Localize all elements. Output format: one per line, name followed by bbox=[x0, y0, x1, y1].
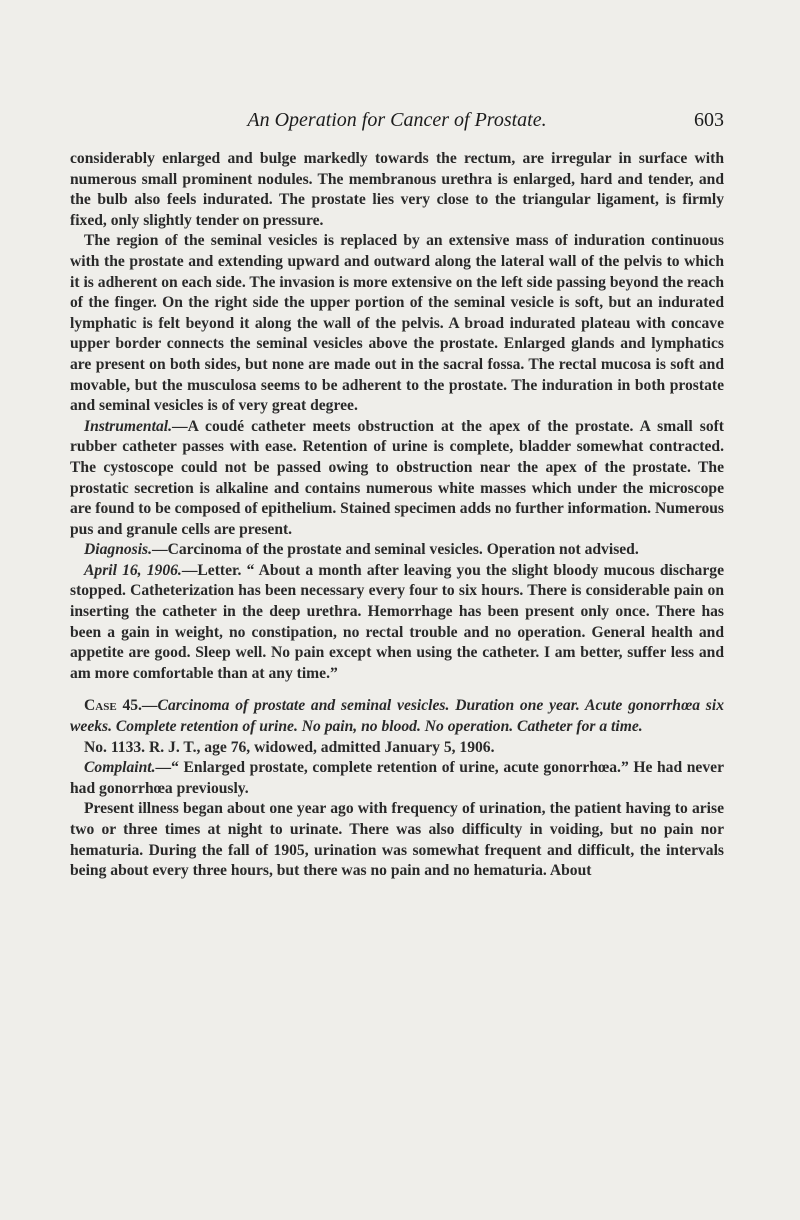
paragraph-text: considerably enlarged and bulge markedly towards the rectum, are irregular in surface with numerous small prominent nodules. The membranous urethra is enlarged, hard and tender, and the bulb also feels indurated. The prostate lies very close to the triangular ligament, is firmly fixed, only slightly tender on pressure. bbox=[70, 150, 724, 229]
paragraph-exam-continuation bbox=[70, 149, 724, 231]
body-text bbox=[70, 149, 724, 882]
paragraph-text: No. 1133. R. J. T., age 76, widowed, admitted January 5, 1906. bbox=[84, 738, 495, 756]
running-title: An Operation for Cancer of Prostate. bbox=[247, 109, 547, 131]
paragraph-text: The region of the seminal vesicles is replaced by an extensive mass of induration continuous with the prostate and extending upward and outward along the lateral wall of the pelvis to which it is adherent on each side. The invasion is more extensive on the left side passing beyond the reach of the finger. On the right side the upper portion of the seminal vesicle is soft, but an indurated lymphatic is felt beyond it along the wall of the pelvis. A broad indurated plateau with concave upper border connects the seminal vesicles above the prostate. Enlarged glands and lymphatics are present on both sides, but none are made out in the sacral fossa. The rectal mucosa is soft and movable, but the musculosa seems to be adherent to the prostate. The induration in both prostate and seminal vesicles is of very great degree. bbox=[70, 232, 724, 415]
case-label: Case 45. bbox=[84, 697, 142, 715]
case-heading bbox=[70, 696, 724, 737]
paragraph-label: Complaint. bbox=[84, 759, 156, 777]
paragraph-present-illness bbox=[70, 799, 724, 881]
paragraph-label: April 16, 1906. bbox=[84, 561, 182, 579]
paragraph-label: Instrumental. bbox=[84, 417, 172, 435]
paragraph-text: —“ Enlarged prostate, complete retention of urine, acute gonorrhœa.” He had never had gonorrhœa previously. bbox=[70, 759, 724, 797]
paragraph-letter bbox=[70, 561, 724, 685]
paragraph-instrumental bbox=[70, 417, 724, 541]
paragraph-diagnosis bbox=[70, 540, 724, 561]
page-number: 603 bbox=[694, 109, 724, 131]
paragraph-admission bbox=[70, 738, 724, 759]
paragraph-text: —Letter. “ About a month after leaving you the slight bloody mucous discharge stopped. Catheterization has been necessary every four to six hours. There is considerable pain on inserting the catheter in the deep urethra. Hemorrhage has been present only once. There has been a gain in weight, no constipation, no rectal trouble and no operation. General health and appetite are good. Sleep well. No pain except when using the catheter. I am better, suffer less and am more comfortable than at any time.” bbox=[70, 561, 724, 682]
paragraph-complaint bbox=[70, 758, 724, 799]
paragraph-text: Present illness began about one year ago with frequency of urination, the patient having to arise two or three times at night to urinate. There was also difficulty in voiding, but no pain nor hematuria. During the fall of 1905, urination was somewhat frequent and difficult, the intervals being about every three hours, but there was no pain and no hematuria. About bbox=[70, 800, 724, 880]
paragraph-label: Diagnosis. bbox=[84, 541, 153, 559]
case-title: —Carcinoma of prostate and seminal vesicles. Duration one year. Acute gonorrhœa six weeks. Complete retention of urine. No pain, no blood. No operation. Catheter for a time. bbox=[70, 697, 724, 736]
running-head bbox=[70, 109, 724, 135]
paragraph-text: —Carcinoma of the prostate and seminal vesicles. Operation not advised. bbox=[152, 541, 639, 559]
paragraph-seminal-vesicles bbox=[70, 231, 724, 416]
paragraph-text: —A coudé catheter meets obstruction at the apex of the prostate. A small soft rubber catheter passes with ease. Retention of urine is complete, bladder somewhat contracted. The cystoscope could not be passed owing to obstruction near the apex of the prostate. The prostatic secretion is alkaline and contains numerous white masses which under the microscope are found to be composed of epithelium. Stained specimen adds no further information. Numerous pus and granule cells are present. bbox=[70, 417, 724, 538]
